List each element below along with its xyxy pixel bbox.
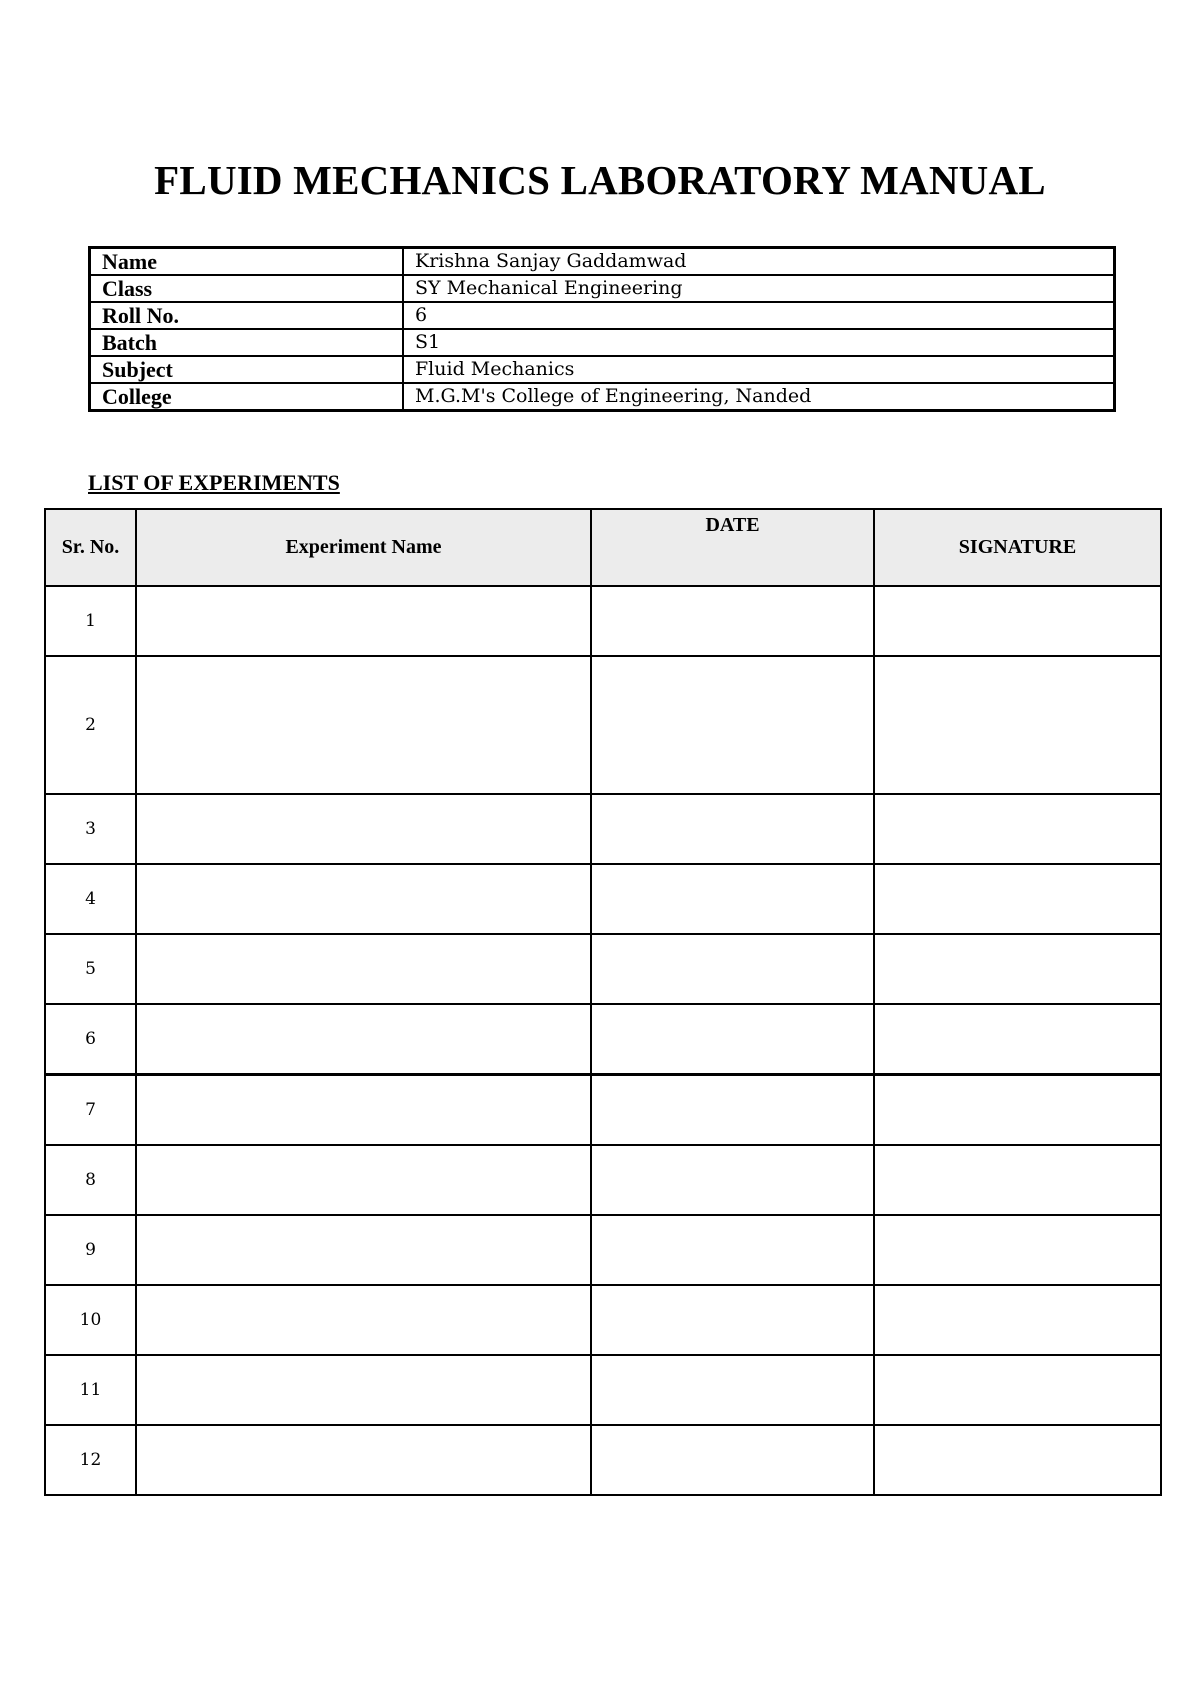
info-label: Subject: [90, 356, 404, 383]
signature-cell[interactable]: [874, 1004, 1161, 1075]
page-title: FLUID MECHANICS LABORATORY MANUAL: [154, 157, 1046, 203]
sr-no-cell: 6: [45, 1004, 136, 1075]
sr-no-cell: 5: [45, 934, 136, 1004]
info-row-batch: [90, 329, 1115, 356]
sr-no-cell: 7: [45, 1075, 136, 1146]
signature-cell[interactable]: [874, 1425, 1161, 1495]
date-cell[interactable]: [591, 1425, 874, 1495]
experiment-name-cell[interactable]: [136, 1285, 591, 1355]
table-row: [45, 794, 1161, 864]
date-cell[interactable]: [591, 586, 874, 656]
experiment-name-cell[interactable]: [136, 1215, 591, 1285]
date-cell[interactable]: [591, 1355, 874, 1425]
experiment-name-cell[interactable]: [136, 1355, 591, 1425]
experiment-name-cell[interactable]: [136, 1145, 591, 1215]
info-value: Fluid Mechanics: [403, 356, 1115, 383]
experiments-table: [44, 508, 1162, 1496]
info-row-subject: [90, 356, 1115, 383]
table-row: [45, 1355, 1161, 1425]
info-value: SY Mechanical Engineering: [403, 275, 1115, 302]
info-value: S1: [403, 329, 1115, 356]
experiment-name-cell[interactable]: [136, 586, 591, 656]
sr-no-cell: 12: [45, 1425, 136, 1495]
sr-no-cell: 10: [45, 1285, 136, 1355]
info-label: College: [90, 383, 404, 411]
date-cell[interactable]: [591, 656, 874, 794]
info-value: Krishna Sanjay Gaddamwad: [403, 248, 1115, 276]
signature-cell[interactable]: [874, 794, 1161, 864]
signature-cell[interactable]: [874, 1285, 1161, 1355]
table-row: [45, 934, 1161, 1004]
date-cell[interactable]: [591, 1004, 874, 1075]
table-row: [45, 1285, 1161, 1355]
sr-no-cell: 9: [45, 1215, 136, 1285]
sr-no-cell: 3: [45, 794, 136, 864]
signature-cell[interactable]: [874, 586, 1161, 656]
experiment-name-cell[interactable]: [136, 1425, 591, 1495]
info-row-college: [90, 383, 1115, 411]
info-row-class: [90, 275, 1115, 302]
header-experiment-name: Experiment Name: [136, 509, 591, 586]
table-row: [45, 1425, 1161, 1495]
header-signature: SIGNATURE: [874, 509, 1161, 586]
table-row: [45, 1145, 1161, 1215]
sr-no-cell: 2: [45, 656, 136, 794]
experiment-name-cell[interactable]: [136, 1075, 591, 1146]
info-row-roll-no: [90, 302, 1115, 329]
info-value: 6: [403, 302, 1115, 329]
experiment-name-cell[interactable]: [136, 934, 591, 1004]
date-cell[interactable]: [591, 934, 874, 1004]
header-sr-no: Sr. No.: [45, 509, 136, 586]
info-label: Roll No.: [90, 302, 404, 329]
info-label: Name: [90, 248, 404, 276]
table-row: [45, 1215, 1161, 1285]
date-cell[interactable]: [591, 864, 874, 934]
info-label: Class: [90, 275, 404, 302]
date-cell[interactable]: [591, 1145, 874, 1215]
date-cell[interactable]: [591, 1215, 874, 1285]
signature-cell[interactable]: [874, 1355, 1161, 1425]
table-row: [45, 1004, 1161, 1075]
table-row: [45, 1075, 1161, 1146]
signature-cell[interactable]: [874, 656, 1161, 794]
info-row-name: [90, 248, 1115, 276]
header-date: DATE: [591, 509, 874, 586]
signature-cell[interactable]: [874, 1145, 1161, 1215]
experiment-name-cell[interactable]: [136, 794, 591, 864]
experiments-header-row: [45, 509, 1161, 586]
sr-no-cell: 1: [45, 586, 136, 656]
experiment-name-cell[interactable]: [136, 1004, 591, 1075]
signature-cell[interactable]: [874, 1075, 1161, 1146]
list-of-experiments-heading: LIST OF EXPERIMENTS: [88, 470, 340, 495]
signature-cell[interactable]: [874, 934, 1161, 1004]
date-cell[interactable]: [591, 1285, 874, 1355]
student-info-table: [88, 246, 1116, 412]
table-row: [45, 586, 1161, 656]
date-cell[interactable]: [591, 1075, 874, 1146]
experiment-name-cell[interactable]: [136, 656, 591, 794]
info-value: M.G.M's College of Engineering, Nanded: [403, 383, 1115, 411]
table-row: [45, 864, 1161, 934]
table-row: [45, 656, 1161, 794]
signature-cell[interactable]: [874, 864, 1161, 934]
sr-no-cell: 4: [45, 864, 136, 934]
info-label: Batch: [90, 329, 404, 356]
signature-cell[interactable]: [874, 1215, 1161, 1285]
date-cell[interactable]: [591, 794, 874, 864]
experiment-name-cell[interactable]: [136, 864, 591, 934]
sr-no-cell: 8: [45, 1145, 136, 1215]
sr-no-cell: 11: [45, 1355, 136, 1425]
